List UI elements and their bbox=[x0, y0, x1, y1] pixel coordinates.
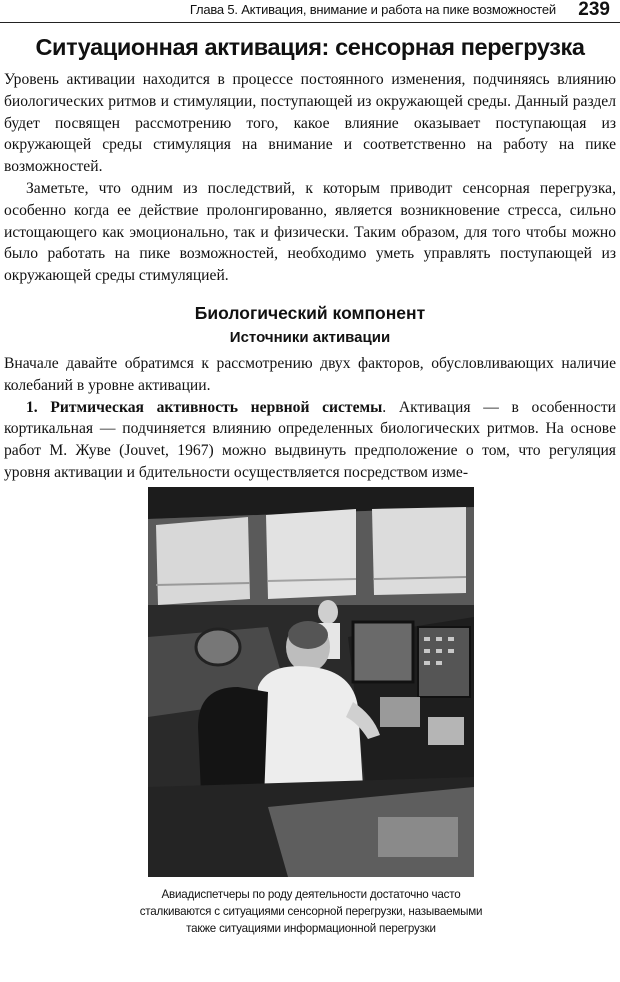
figure-caption: Авиадиспетчеры по роду деятельности достаточно часто сталкиваются с ситуациями сенсорной перегрузки, называемыми также ситуациями информационной перегрузки bbox=[139, 888, 483, 935]
section-title: Ситуационная активация: сенсорная перегрузка bbox=[35, 34, 585, 60]
subsection-subtitle: Источники активации bbox=[229, 328, 391, 346]
subsection-title: Биологический компонент bbox=[194, 302, 426, 323]
photo-illustration bbox=[148, 487, 474, 877]
running-header bbox=[0, 0, 620, 23]
paragraph-item-1 bbox=[4, 397, 616, 484]
item-1-lead: 1. Ритмическая активность нервной системы bbox=[26, 398, 383, 416]
paragraph-intro: Вначале давайте обратимся к рассмотрению двух факторов, обусловливающих наличие колебаний в уровне активации. bbox=[4, 354, 616, 394]
paragraph-1: Уровень активации находится в процессе постоянного изменения, подчиняясь влиянию биологических ритмов и стимуляции, поступающей из окружающей среды. Данный раздел будет посвящен рассмотрению того, какое влияние оказывает поступающая из окружающей среды стимуляция на внимание и соответственно на работу на пике возможностей. bbox=[4, 71, 616, 176]
page-content bbox=[4, 30, 616, 484]
chapter-title: Глава 5. Активация, внимание и работа на пике возможностей bbox=[189, 2, 556, 17]
paragraph-2: Заметьте, что одним из последствий, к которым приводит сенсорная перегрузка, особенно когда ее действие пролонгированно, является возникновение стресса, сильно истощающего как эмоционально, так и физически. Таким образом, для того чтобы можно было работать на пике возможностей, необходимо уметь управлять поступающей из окружающей среды стимуляцией. bbox=[4, 179, 616, 285]
photo-air-traffic-controllers bbox=[148, 487, 474, 877]
page-number: 239 bbox=[578, 0, 610, 20]
item-1-text: . Активация — в особенности кортикальная — подчиняется влиянию определенных биологических ритмов. На основе работ М. Жуве (Jouvet, 1967) можно выдвинуть предположение о том, что регуляция уровня активации и бдительности осуществляется посредством изме- bbox=[4, 398, 616, 481]
